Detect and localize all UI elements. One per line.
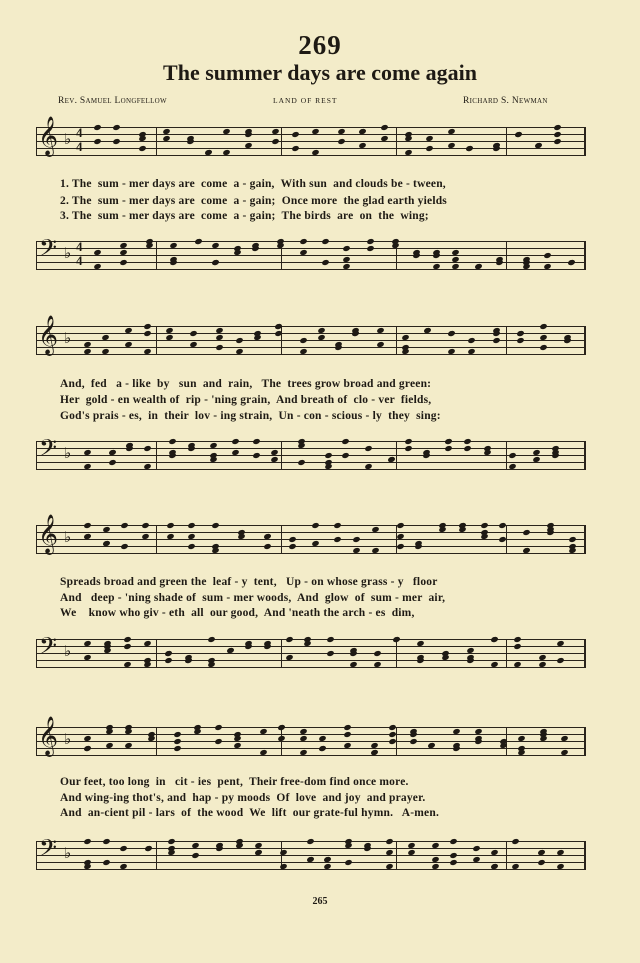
note-head [341, 438, 349, 445]
bass-staff-4 [36, 836, 586, 869]
note-head [189, 330, 197, 337]
note-head [554, 124, 562, 131]
time-signature-icon: 4 4 [76, 125, 83, 154]
note-head [466, 145, 474, 152]
note-head [554, 138, 562, 145]
staff-line [36, 469, 586, 470]
note-head [343, 245, 351, 252]
note-head [108, 459, 116, 466]
staff-line [36, 532, 586, 533]
flat-key-signature-icon: ♭ [64, 446, 72, 462]
barline [396, 841, 397, 869]
note-head [463, 438, 471, 445]
barline [506, 639, 507, 667]
treble-clef-icon: 𝄞 [38, 118, 59, 155]
barline [396, 525, 397, 553]
note-head [297, 459, 305, 466]
staff-start-bar [36, 525, 37, 553]
note-head [445, 445, 453, 452]
note-head [447, 330, 455, 337]
staff-end-bar [584, 525, 586, 553]
note-head [516, 337, 524, 344]
lyric-line: And an-cient pil - lars of the wood We lift our grate-ful hymn. A-men. [60, 807, 440, 819]
note-head [143, 445, 151, 452]
staff-line [36, 269, 586, 270]
lyric-line: And wing-ing thot's, and hap - py moods Of love and joy and prayer. [60, 792, 426, 804]
note-head [554, 131, 562, 138]
note-head [333, 536, 341, 543]
staff-start-bar [36, 127, 37, 155]
note-head [164, 650, 172, 657]
barline [281, 639, 282, 667]
note-head [467, 337, 475, 344]
note-head [452, 745, 460, 752]
note-head [396, 543, 404, 550]
note-head [414, 543, 422, 550]
flat-key-signature-icon: ♭ [64, 132, 72, 148]
note-head [192, 852, 200, 859]
note-head [289, 543, 297, 550]
staff-line [36, 262, 586, 263]
note-head [123, 636, 131, 643]
note-head [144, 845, 152, 852]
note-head [166, 522, 174, 529]
note-head [121, 543, 129, 550]
note-head [306, 838, 314, 845]
note-head [277, 724, 285, 731]
staff-line [36, 241, 586, 242]
note-head [169, 259, 177, 266]
time-signature-icon: 4 4 [76, 239, 83, 268]
staff-line [36, 667, 586, 668]
staff-end-bar [584, 127, 586, 155]
bass-staff-3 [36, 634, 586, 667]
page-number: 265 [312, 896, 328, 907]
staff-line [36, 248, 586, 249]
barline [156, 441, 157, 469]
note-head [363, 845, 371, 852]
flat-key-signature-icon: ♭ [64, 331, 72, 347]
staff-end-bar [584, 326, 586, 354]
note-head [102, 859, 110, 866]
note-head [167, 838, 175, 845]
barline [281, 441, 282, 469]
bass-staff-2 [36, 436, 586, 469]
note-head [194, 238, 202, 245]
lyric-line: 2. The sum - mer days are come a - gain; Once more the glad earth yields [60, 195, 447, 207]
note-head [253, 452, 261, 459]
note-head [289, 536, 297, 543]
note-head [327, 636, 335, 643]
note-head [324, 452, 332, 459]
barline [396, 127, 397, 155]
note-head [344, 731, 352, 738]
note-head [514, 636, 522, 643]
barline [506, 441, 507, 469]
staff-start-bar [36, 727, 37, 755]
staff-line [36, 340, 586, 341]
staff-line [36, 660, 586, 661]
staff-line [36, 553, 586, 554]
note-head [211, 522, 219, 529]
lyric-line: 1. The sum - mer days are come a - gain, With sun and clouds be - tween, [60, 178, 446, 190]
note-head [512, 838, 520, 845]
staff-line [36, 148, 586, 149]
note-head [173, 731, 181, 738]
lyric-line: And deep - 'ning shade of sum - mer woods, And glow of sum - mer air, [60, 592, 446, 604]
note-head [214, 738, 222, 745]
note-head [121, 522, 129, 529]
note-head [263, 643, 271, 650]
barline [281, 326, 282, 354]
treble-staff-4 [36, 718, 586, 755]
lyric-line: We know who giv - eth all our good, And 'neath the arch - es dim, [60, 607, 415, 619]
bass-clef-icon: 𝄢 [39, 236, 58, 267]
note-head [515, 131, 523, 138]
staff-line [36, 869, 586, 870]
flat-key-signature-icon: ♭ [64, 644, 72, 660]
barline [506, 127, 507, 155]
barline [156, 525, 157, 553]
note-head [253, 438, 261, 445]
note-head [327, 650, 335, 657]
note-head [291, 145, 299, 152]
note-head [102, 838, 110, 845]
composer-credit: Richard S. Newman [463, 96, 548, 106]
staff-end-bar [584, 841, 586, 869]
note-head [143, 330, 151, 337]
note-head [119, 259, 127, 266]
treble-clef-icon: 𝄞 [38, 718, 59, 755]
note-head [236, 337, 244, 344]
staff-line [36, 347, 586, 348]
note-head [341, 452, 349, 459]
note-head [568, 536, 576, 543]
barline [396, 326, 397, 354]
note-head [83, 745, 91, 752]
staff-line [36, 255, 586, 256]
staff-start-bar [36, 241, 37, 269]
note-head [285, 636, 293, 643]
lyric-line: Her gold - en wealth of rip - 'ning grain, And breath of clo - ver fields, [60, 394, 432, 406]
note-head [472, 845, 480, 852]
note-head [405, 445, 413, 452]
flat-key-signature-icon: ♭ [64, 732, 72, 748]
flat-key-signature-icon: ♭ [64, 530, 72, 546]
note-head [321, 238, 329, 245]
bass-clef-icon: 𝄢 [39, 634, 58, 665]
note-head [466, 657, 474, 664]
barline [156, 241, 157, 269]
author-credit: Rev. Samuel Longfellow [58, 96, 167, 106]
lyric-line: And, fed a - like by sun and rain, The trees grow broad and green: [60, 378, 432, 390]
barline [506, 841, 507, 869]
lyric-line: Spreads broad and green the leaf - y tent, Up - on whose grass - y floor [60, 576, 438, 588]
note-head [208, 636, 216, 643]
note-head [231, 438, 239, 445]
note-head [212, 259, 220, 266]
barline [396, 441, 397, 469]
note-head [344, 724, 352, 731]
staff-line [36, 354, 586, 355]
note-head [463, 445, 471, 452]
note-head [123, 643, 131, 650]
note-head [449, 852, 457, 859]
barline [156, 639, 157, 667]
note-head [142, 522, 150, 529]
note-head [214, 724, 222, 731]
note-head [93, 124, 101, 131]
note-head [168, 438, 176, 445]
flat-key-signature-icon: ♭ [64, 846, 72, 862]
barline [156, 841, 157, 869]
note-head [481, 522, 489, 529]
treble-staff-3 [36, 516, 586, 553]
staff-line [36, 441, 586, 442]
note-head [396, 522, 404, 529]
barline [156, 326, 157, 354]
note-head [333, 522, 341, 529]
note-head [187, 543, 195, 550]
staff-start-bar [36, 441, 37, 469]
barline [506, 241, 507, 269]
staff-line [36, 734, 586, 735]
note-head [449, 838, 457, 845]
lyric-line: God's prais - es, in their lov - ing strain, Un - con - scious - ly they sing: [60, 410, 441, 422]
staff-line [36, 653, 586, 654]
note-head [538, 859, 546, 866]
staff-line [36, 862, 586, 863]
hymn-title: The summer days are come again [163, 60, 477, 85]
note-head [113, 138, 121, 145]
treble-clef-icon: 𝄞 [38, 317, 59, 354]
note-head [409, 738, 417, 745]
staff-end-bar [584, 727, 586, 755]
note-head [93, 138, 101, 145]
note-head [539, 323, 547, 330]
note-head [516, 330, 524, 337]
flat-key-signature-icon: ♭ [64, 246, 72, 262]
staff-line [36, 848, 586, 849]
tune-name: LAND OF REST [273, 96, 338, 105]
note-head [264, 543, 272, 550]
note-head [522, 529, 530, 536]
note-head [373, 650, 381, 657]
note-head [492, 337, 500, 344]
note-head [366, 238, 374, 245]
note-head [474, 738, 482, 745]
lyric-line: 3. The sum - mer days are come a - gain; The birds are on the wing; [60, 210, 429, 222]
note-head [539, 344, 547, 351]
treble-clef-icon: 𝄞 [38, 516, 59, 553]
note-head [299, 337, 307, 344]
note-head [366, 245, 374, 252]
note-head [426, 145, 434, 152]
note-head [119, 845, 127, 852]
note-head [334, 344, 342, 351]
staff-line [36, 727, 586, 728]
bass-staff-1 [36, 236, 586, 269]
note-head [173, 745, 181, 752]
note-head [251, 245, 259, 252]
bass-clef-icon: 𝄢 [39, 436, 58, 467]
lyric-line: Our feet, too long in cit - ies pent, Their free-dom find once more. [60, 776, 409, 788]
note-head [344, 859, 352, 866]
barline [281, 525, 282, 553]
barline [506, 326, 507, 354]
note-head [449, 859, 457, 866]
staff-end-bar [584, 639, 586, 667]
staff-line [36, 755, 586, 756]
note-head [380, 124, 388, 131]
note-head [321, 259, 329, 266]
note-head [139, 145, 147, 152]
staff-line [36, 462, 586, 463]
note-head [173, 738, 181, 745]
note-head [557, 657, 565, 664]
hymn-number: 269 [298, 30, 342, 60]
note-head [567, 259, 575, 266]
barline [396, 639, 397, 667]
note-head [215, 344, 223, 351]
staff-line [36, 646, 586, 647]
note-head [338, 138, 346, 145]
note-head [385, 838, 393, 845]
note-head [546, 529, 554, 536]
note-head [299, 238, 307, 245]
bass-clef-icon: 𝄢 [39, 836, 58, 867]
note-head [393, 636, 401, 643]
note-head [352, 536, 360, 543]
note-head [113, 124, 121, 131]
note-head [291, 131, 299, 138]
note-head [405, 438, 413, 445]
staff-line [36, 155, 586, 156]
note-head [319, 745, 327, 752]
barline [156, 127, 157, 155]
note-head [216, 845, 224, 852]
note-head [490, 636, 498, 643]
staff-end-bar [584, 441, 586, 469]
treble-staff-1 [36, 118, 586, 155]
note-head [365, 445, 373, 452]
note-head [187, 522, 195, 529]
staff-start-bar [36, 639, 37, 667]
barline [156, 727, 157, 755]
staff-start-bar [36, 326, 37, 354]
note-head [445, 438, 453, 445]
staff-line [36, 134, 586, 135]
staff-line [36, 546, 586, 547]
staff-end-bar [584, 241, 586, 269]
note-head [271, 138, 279, 145]
note-head [543, 252, 551, 259]
staff-line [36, 455, 586, 456]
staff-line [36, 333, 586, 334]
staff-line [36, 326, 586, 327]
staff-start-bar [36, 841, 37, 869]
note-head [514, 643, 522, 650]
note-head [422, 452, 430, 459]
note-head [508, 452, 516, 459]
note-head [143, 323, 151, 330]
note-head [83, 838, 91, 845]
treble-staff-2 [36, 317, 586, 354]
note-head [164, 657, 172, 664]
note-head [83, 522, 91, 529]
note-head [311, 522, 319, 529]
staff-line [36, 448, 586, 449]
barline [281, 127, 282, 155]
